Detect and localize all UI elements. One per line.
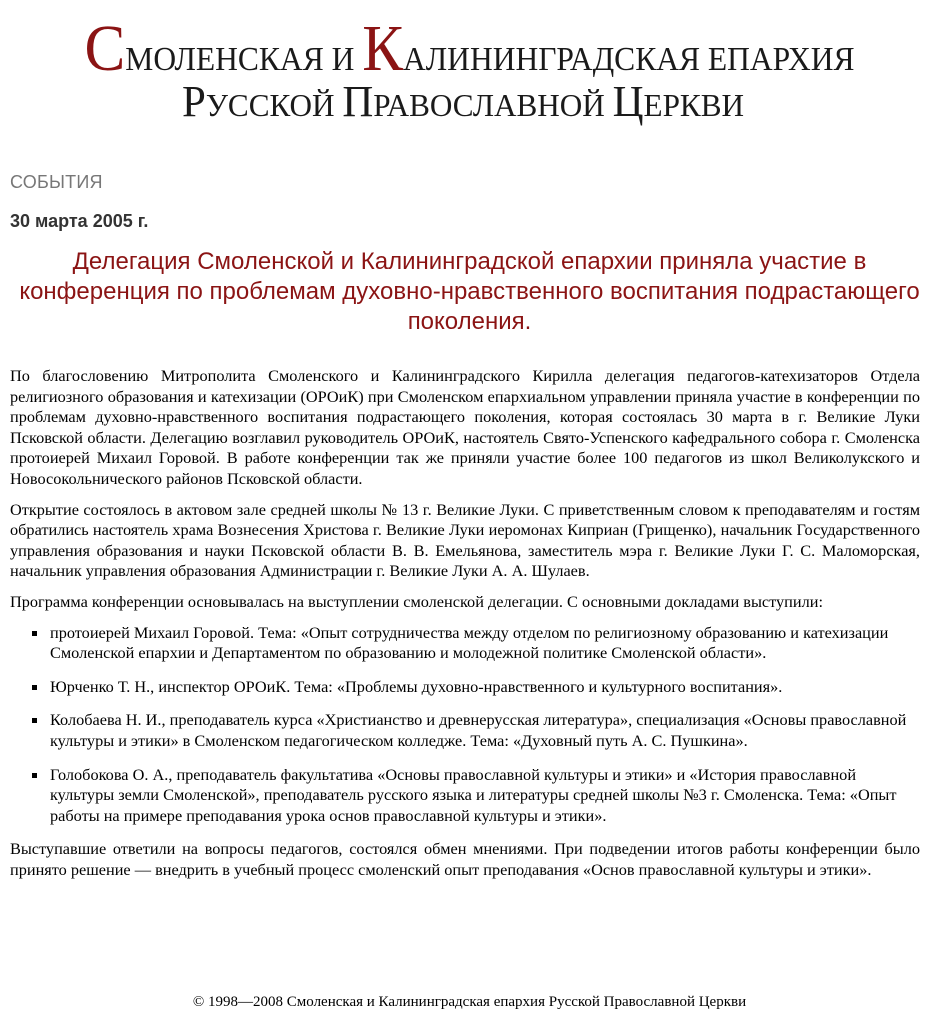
bullet-icon [32, 773, 37, 778]
site-logo[interactable] [0, 0, 939, 150]
logo-initial-r: Р [182, 77, 207, 126]
copyright-footer: © 1998—2008 Смоленская и Калининградская епархия Русской Православной Церкви [192, 994, 747, 1010]
logo-initial-p: П [342, 77, 375, 126]
article-title: Делегация Смоленской и Калининградской епархии приняла участие в конференция по проблемам духовно-нравственного воспитания подрастающего поколения. [19, 248, 920, 335]
article-paragraph: По благословению Митрополита Смоленского и Калининградского Кирилла делегация педагогов-катехизаторов Отдела религиозного образования и катехизации (ОРОиК) при Смоленском епархиальном управлении приняла участие в конференции по проблемам духовно-нравственного воспитания подрастающего поколения, которая состоялась 30 марта в г. Великие Луки Псковской области. Делегацию возглавил руководитель ОРОиК, настоятель Свято-Успенского кафедрального собора г. Смоленска протоиерей Михаил Горовой. В работе конференции так же приняли участие более 100 педагогов из школ Великолукского и Новосокольнического районов Псковской области. [10, 366, 920, 488]
logo-line-1 [84, 12, 891, 85]
article-paragraph: Открытие состоялось в актовом зале средней школы № 13 г. Великие Луки. С приветственным словом к преподавателям и гостям обратились настоятель храма Вознесения Христова г. Великие Луки иеромонах Киприан (Грищенко), начальник Государственного управления образования и науки Псковской области В. В. Емельянова, заместитель мэра г. Великие Луки Г. С. Маломорская, начальник управления образования Администрации г. Великие Луки А. А. Шулаев. [10, 499, 920, 581]
logo-initial-s: С [84, 12, 129, 85]
logo-word-pravoslavnoy: РАВОСЛАВНОЙ [373, 87, 619, 123]
logo-word-smolenskaya: МОЛЕНСКАЯ И [125, 41, 381, 78]
speaker-item [50, 765, 920, 827]
logo-initial-ts: Ц [612, 77, 645, 126]
logo-initial-k: К [362, 12, 407, 85]
speaker-text: Юрченко Т. Н., инспектор ОРОиК. Тема: «Проблемы духовно-нравственного и культурного воспитания». [50, 676, 783, 696]
speaker-text: протоиерей Михаил Горовой. Тема: «Опыт сотрудничества между отделом по религиозному образованию и катехизации Смоленской епархии и Департаментом по образованию и молодежной политике Смоленской области». [50, 622, 889, 663]
speaker-item [50, 677, 920, 698]
logo-word-tserkvi: ЕРКВИ [643, 87, 747, 123]
speaker-text: Колобаева Н. И., преподаватель курса «Христианство и древнерусская литература», специализация «Основы православной культуры и этики» в Смоленском педагогическом колледже. Тема: «Духовный путь А. С. Пушкина». [50, 710, 907, 750]
speaker-item [50, 623, 920, 664]
bullet-icon [32, 718, 37, 723]
article-date: 30 марта 2005 г. [10, 211, 149, 231]
bullet-icon [32, 631, 37, 636]
site-header [0, 0, 939, 150]
speaker-text: Голобокова О. А., преподаватель факультатива «Основы православной культуры и этики» и «История православной культуры земли Смоленской», преподаватель русского языка и литературы средней школы №3 г. Смоленска. Тема: «Опыт работы на примере преподавания урока основ православной культуры и этики». [50, 764, 897, 825]
logo-word-russkoy: УССКОЙ [205, 87, 346, 123]
bullet-icon [32, 685, 37, 690]
speakers-list [10, 623, 920, 827]
speaker-item [50, 710, 920, 751]
article-body [10, 366, 920, 890]
logo-word-kaliningradskaya: АЛИНИНГРАДСКАЯ ЕПАРХИЯ [403, 41, 891, 78]
article-paragraph: Программа конференции основывалась на выступлении смоленской делегации. С основными докладами выступили: [10, 591, 823, 611]
logo-line-2 [182, 77, 747, 126]
section-label[interactable]: СОБЫТИЯ [10, 172, 103, 192]
closing-paragraph: Выступавшие ответили на вопросы педагогов, состоялся обмен мнениями. При подведении итогов работы конференции было принято решение — внедрить в учебный процесс смоленский опыт преподавания «Основ православной культуры и этики». [10, 839, 920, 879]
